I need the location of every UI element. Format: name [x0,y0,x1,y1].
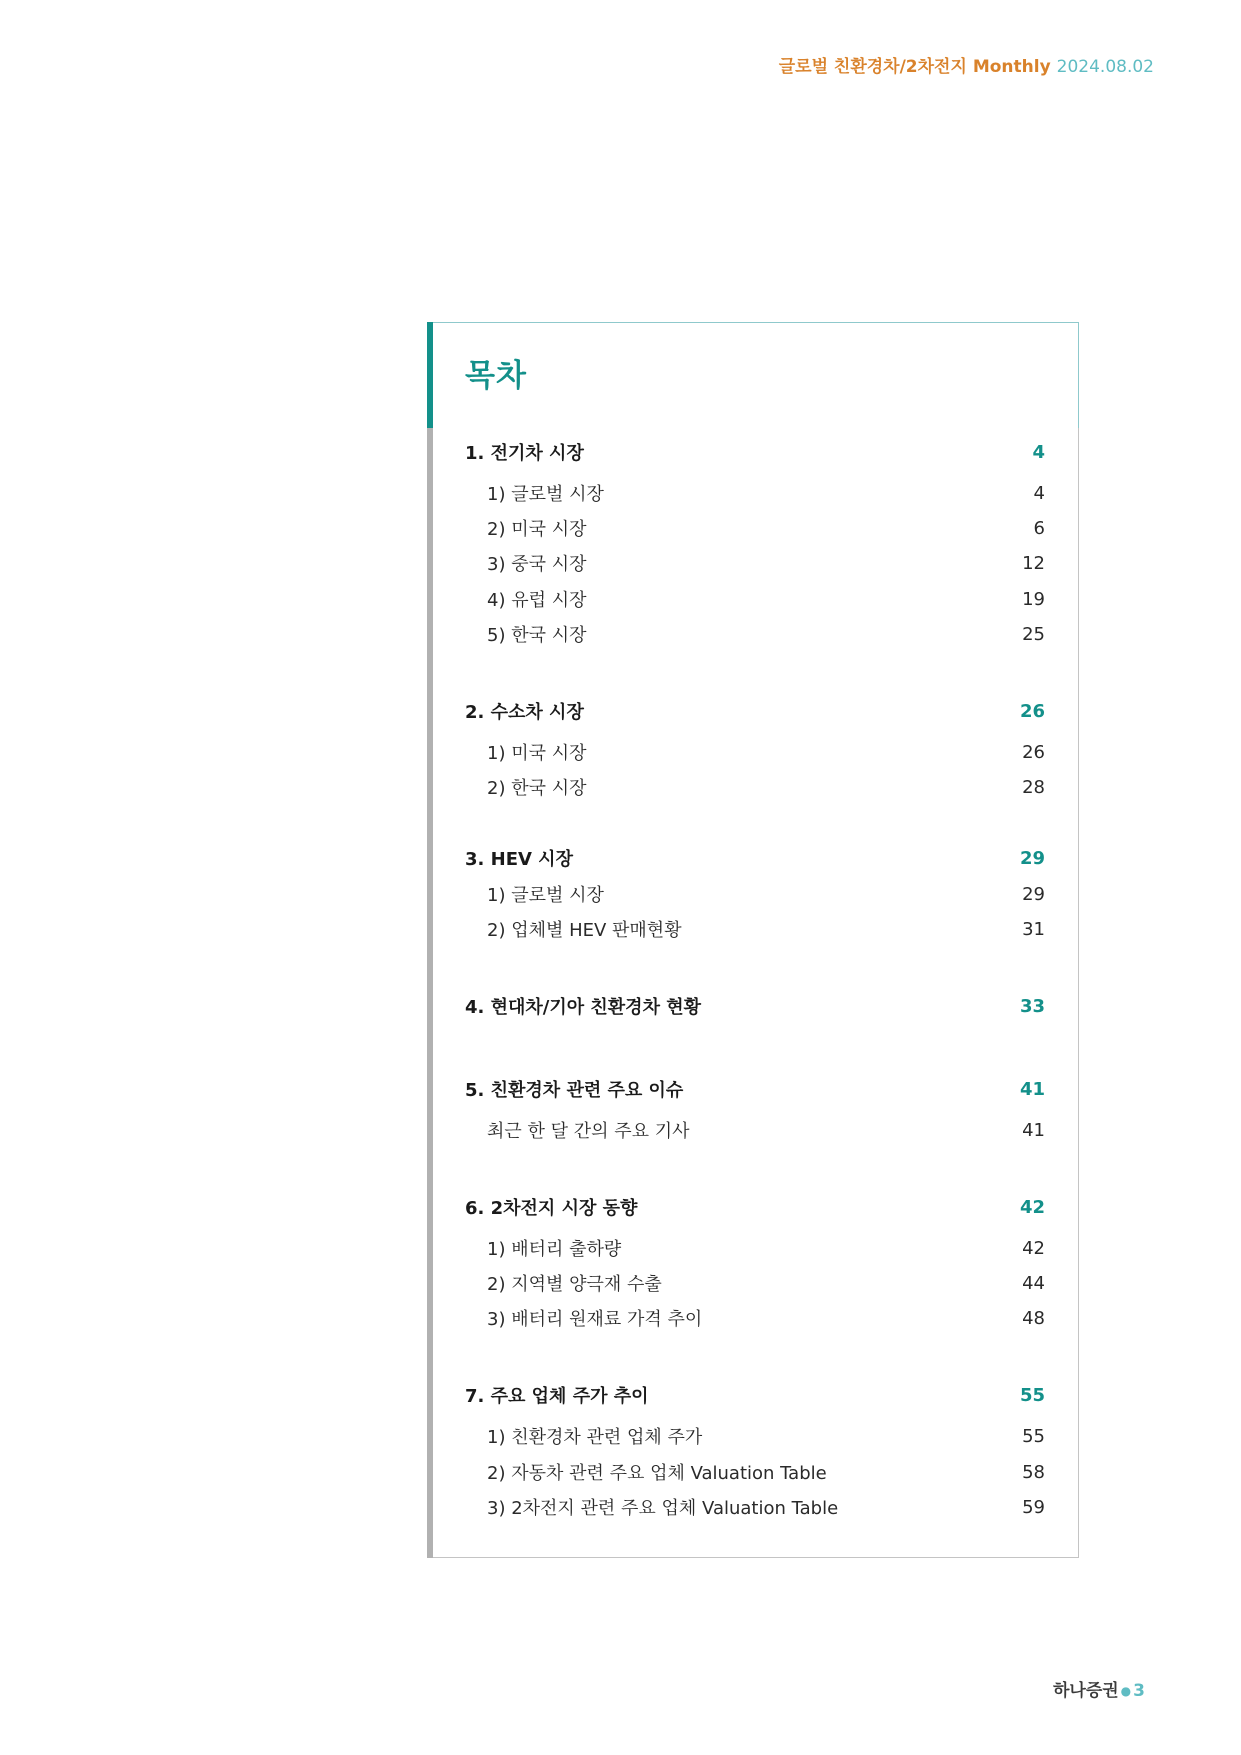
toc-section-4[interactable] [465,991,1045,1021]
section-label: 1. 전기차 시장 [465,443,584,464]
item-label: 1) 글로벌 시장 [487,885,604,906]
item-page: 48 [1022,1307,1045,1329]
section-label: 3. HEV 시장 [465,849,573,870]
toc-item[interactable] [465,1457,1045,1487]
toc-item[interactable] [465,879,1045,909]
item-page: 59 [1022,1496,1045,1518]
item-label: 3) 2차전지 관련 주요 업체 Valuation Table [487,1498,839,1519]
report-title: 글로벌 친환경차/2차전지 Monthly [778,57,1051,77]
toc-item[interactable] [465,737,1045,767]
item-label: 1) 글로벌 시장 [487,484,604,505]
report-date: 2024.08.02 [1056,57,1154,77]
toc-item[interactable] [465,914,1045,944]
toc-item[interactable] [465,772,1045,802]
toc-title: 목차 [465,358,527,394]
page-footer [1053,1676,1145,1701]
toc-section-6[interactable] [465,1192,1045,1222]
item-page: 55 [1022,1425,1045,1447]
bullet-dot-icon: ● [1120,1684,1132,1698]
section-page: 33 [1019,995,1045,1017]
toc-side-bar [427,428,433,1558]
footer-brand: 하나증권 [1052,1681,1119,1701]
section-page: 4 [1032,441,1045,463]
toc-section-2[interactable] [465,696,1045,726]
section-label: 2. 수소차 시장 [465,702,584,723]
section-page: 41 [1019,1078,1045,1100]
toc-item[interactable] [465,1115,1045,1145]
item-label: 3) 중국 시장 [487,554,587,575]
item-page: 44 [1022,1272,1045,1294]
item-page: 6 [1033,517,1045,539]
toc-item[interactable] [465,584,1045,614]
item-page: 19 [1022,588,1045,610]
item-page: 31 [1022,918,1045,940]
toc-section-3[interactable] [465,843,1045,873]
toc-item[interactable] [465,1268,1045,1298]
item-page: 41 [1022,1119,1045,1141]
section-label: 4. 현대차/기아 친환경차 현황 [465,997,702,1018]
toc-item[interactable] [465,1233,1045,1263]
item-label: 4) 유럽 시장 [487,590,587,611]
item-page: 29 [1022,883,1045,905]
section-label: 7. 주요 업체 주가 추이 [465,1386,649,1407]
toc-header-rule [1078,322,1079,428]
item-label: 1) 배터리 출하량 [487,1239,622,1260]
section-page: 26 [1019,700,1045,722]
item-page: 4 [1033,482,1045,504]
toc-section-7[interactable] [465,1380,1045,1410]
item-label: 2) 자동차 관련 주요 업체 Valuation Table [487,1463,827,1484]
section-label: 6. 2차전지 시장 동향 [465,1198,638,1219]
item-label: 5) 한국 시장 [487,625,587,646]
toc-section-5[interactable] [465,1074,1045,1104]
item-page: 58 [1022,1461,1045,1483]
item-page: 42 [1022,1237,1045,1259]
item-label: 2) 한국 시장 [487,778,587,799]
item-label: 1) 친환경차 관련 업체 주가 [487,1427,703,1448]
item-page: 25 [1022,623,1045,645]
toc-item[interactable] [465,548,1045,578]
toc-item[interactable] [465,1492,1045,1522]
toc-item[interactable] [465,478,1045,508]
toc-item[interactable] [465,1421,1045,1451]
toc-item[interactable] [465,513,1045,543]
section-page: 29 [1019,847,1045,869]
item-page: 26 [1022,741,1045,763]
section-page: 42 [1019,1196,1045,1218]
item-label: 3) 배터리 원재료 가격 추이 [487,1309,703,1330]
item-page: 28 [1022,776,1045,798]
section-page: 55 [1019,1384,1045,1406]
item-label: 1) 미국 시장 [487,743,587,764]
item-page: 12 [1022,552,1045,574]
running-header [779,52,1154,77]
toc-item[interactable] [465,1303,1045,1333]
toc-item[interactable] [465,619,1045,649]
item-label: 2) 미국 시장 [487,519,587,540]
footer-page-number: 3 [1133,1681,1145,1701]
toc-section-1[interactable] [465,437,1045,467]
toc-accent-bar [427,322,433,428]
item-label: 2) 업체별 HEV 판매현황 [487,920,682,941]
item-label: 2) 지역별 양극재 수출 [487,1274,662,1295]
item-label: 최근 한 달 간의 주요 기사 [487,1121,690,1142]
section-label: 5. 친환경차 관련 주요 이슈 [465,1080,684,1101]
